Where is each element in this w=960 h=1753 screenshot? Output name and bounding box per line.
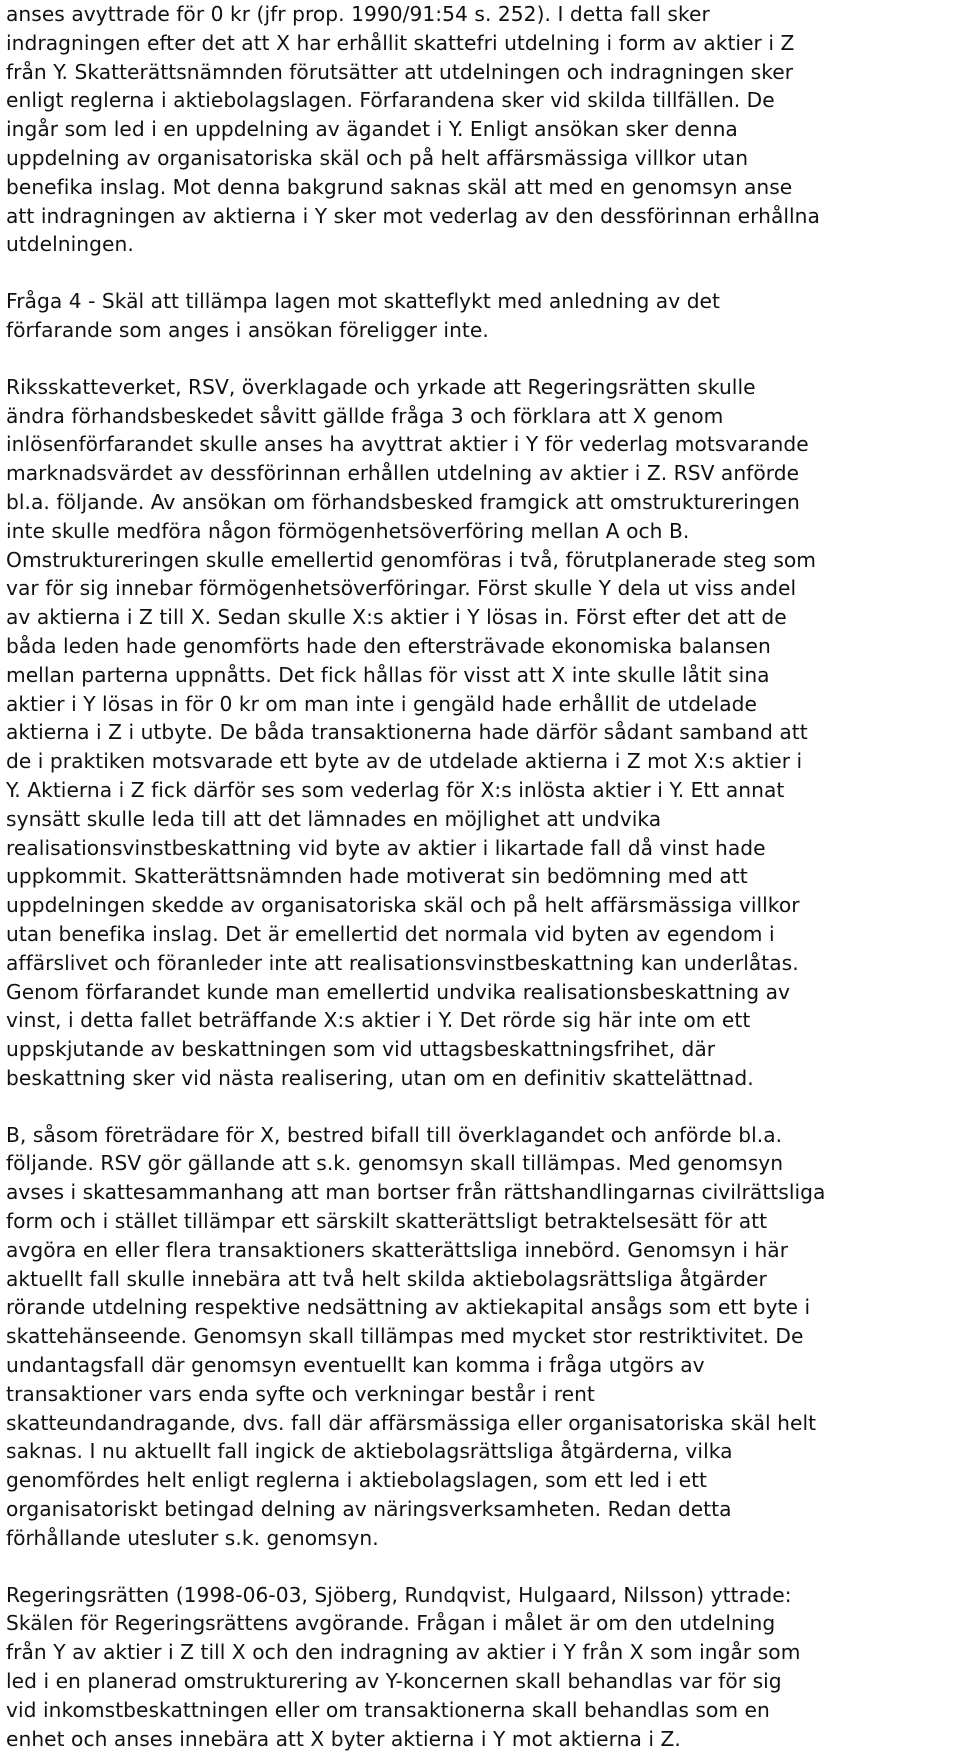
- text-line: rörande utdelning respektive nedsättning av aktiekapital ansågs som ett byte i: [6, 1295, 811, 1320]
- text-line: B, såsom företrädare för X, bestred bifall till överklagandet och anförde bl.a.: [6, 1122, 783, 1147]
- paragraph-gap: [6, 1553, 956, 1581]
- text-line: beskattning sker vid nästa realisering, utan om en definitiv skattelättnad.: [6, 1065, 754, 1090]
- text-line: ingår som led i en uppdelning av ägandet i Y. Enligt ansökan sker denna: [6, 117, 738, 142]
- text-line: form och i stället tillämpar ett särskilt skatterättsligt betraktelsesätt för att: [6, 1209, 768, 1234]
- text-line: mellan parterna uppnåtts. Det fick hållas för visst att X inte skulle låtit sina: [6, 662, 770, 687]
- text-line: var för sig innebar förmögenhetsöverföringar. Först skulle Y dela ut viss andel: [6, 576, 797, 601]
- text-line: av aktierna i Z till X. Sedan skulle X:s aktier i Y lösas in. Först efter det att de: [6, 605, 787, 630]
- text-line: båda leden hade genomförts hade den eftersträvade ekonomiska balansen: [6, 633, 771, 658]
- text-line: aktuellt fall skulle innebära att två helt skilda aktiebolagsrättsliga åtgärder: [6, 1266, 767, 1291]
- text-line: aktierna i Z i utbyte. De båda transaktionerna hade därför sådant samband att: [6, 720, 808, 745]
- text-line: skattehänseende. Genomsyn skall tillämpas med mycket stor restriktivitet. De: [6, 1324, 804, 1349]
- text-line: följande. RSV gör gällande att s.k. genomsyn skall tillämpas. Med genomsyn: [6, 1151, 784, 1176]
- text-line: från Y av aktier i Z till X och den indragning av aktier i Y från X som ingår som: [6, 1640, 801, 1665]
- text-line: de i praktiken motsvarade ett byte av de utdelade aktierna i Z mot X:s aktier i: [6, 749, 803, 774]
- text-line: enhet och anses innebära att X byter aktierna i Y mot aktierna i Z.: [6, 1726, 681, 1751]
- paragraph-rsv-appeal: [6, 373, 956, 1093]
- paragraph-regeringsratten: [6, 1581, 956, 1753]
- paragraph-continuation: [6, 0, 956, 259]
- text-line: transaktioner vars enda syfte och verkningar består i rent: [6, 1381, 595, 1406]
- text-line: Y. Aktierna i Z fick därför ses som vederlag för X:s inlösta aktier i Y. Ett annat: [6, 777, 785, 802]
- text-line: undantagsfall där genomsyn eventuellt kan komma i fråga utgörs av: [6, 1353, 705, 1378]
- text-line: inte skulle medföra någon förmögenhetsöverföring mellan A och B.: [6, 518, 690, 543]
- text-line: led i en planerad omstrukturering av Y-koncernen skall behandlas var för sig: [6, 1669, 782, 1694]
- paragraph-question-4: [6, 287, 956, 345]
- text-line: organisatoriskt betingad delning av näringsverksamheten. Redan detta: [6, 1497, 732, 1522]
- text-line: utdelningen.: [6, 232, 134, 257]
- text-line: affärslivet och föranleder inte att realisationsvinstbeskattning kan underlåtas.: [6, 950, 799, 975]
- text-line: Riksskatteverket, RSV, överklagade och yrkade att Regeringsrätten skulle: [6, 374, 756, 399]
- text-line: från Y. Skatterättsnämnden förutsätter att utdelningen och indragningen sker: [6, 59, 794, 84]
- text-line: uppdelning av organisatoriska skäl och på helt affärsmässiga villkor utan: [6, 145, 749, 170]
- document-page: [6, 0, 956, 1753]
- text-line: indragningen efter det att X har erhållit skattefri utdelning i form av aktier i Z: [6, 30, 795, 55]
- text-line: vid inkomstbeskattningen eller om transaktionerna skall behandlas som en: [6, 1697, 770, 1722]
- paragraph-gap: [6, 1093, 956, 1121]
- text-line: uppdelningen skedde av organisatoriska skäl och på helt affärsmässiga villkor: [6, 893, 800, 918]
- text-line: uppkommit. Skatterättsnämnden hade motiverat sin bedömning med att: [6, 864, 748, 889]
- text-line: avses i skattesammanhang att man bortser från rättshandlingarnas civilrättsliga: [6, 1180, 826, 1205]
- text-line: anses avyttrade för 0 kr (jfr prop. 1990/91:54 s. 252). I detta fall sker: [6, 2, 710, 26]
- text-line: uppskjutande av beskattningen som vid uttagsbeskattningsfrihet, där: [6, 1037, 716, 1062]
- text-line: bl.a. följande. Av ansökan om förhandsbesked framgick att omstruktureringen: [6, 489, 800, 514]
- text-line: förfarande som anges i ansökan föreligger inte.: [6, 317, 489, 342]
- text-line: vinst, i detta fallet beträffande X:s aktier i Y. Det rörde sig här inte om ett: [6, 1008, 751, 1033]
- text-line: skatteundandragande, dvs. fall där affärsmässiga eller organisatoriska skäl helt: [6, 1410, 817, 1435]
- text-line: marknadsvärdet av dessförinnan erhållen utdelning av aktier i Z. RSV anförde: [6, 461, 800, 486]
- text-line: Genom förfarandet kunde man emellertid undvika realisationsbeskattning av: [6, 979, 791, 1004]
- text-line: ändra förhandsbeskedet såvitt gällde fråga 3 och förklara att X genom: [6, 403, 724, 428]
- text-line: förhållande utesluter s.k. genomsyn.: [6, 1525, 379, 1550]
- text-line: enligt reglerna i aktiebolagslagen. Förfarandena sker vid skilda tillfällen. De: [6, 88, 775, 113]
- paragraph-gap: [6, 259, 956, 287]
- text-line: inlösenförfarandet skulle anses ha avyttrat aktier i Y för vederlag motsvarande: [6, 432, 809, 457]
- text-line: att indragningen av aktierna i Y sker mot vederlag av den dessförinnan erhållna: [6, 203, 820, 228]
- paragraph-b-response: [6, 1121, 956, 1553]
- text-line: utan benefika inslag. Det är emellertid det normala vid byten av egendom i: [6, 921, 775, 946]
- text-line: saknas. I nu aktuellt fall ingick de aktiebolagsrättsliga åtgärderna, vilka: [6, 1439, 733, 1464]
- text-line: Regeringsrätten (1998-06-03, Sjöberg, Rundqvist, Hulgaard, Nilsson) yttrade:: [6, 1582, 792, 1607]
- paragraph-gap: [6, 345, 956, 373]
- text-line: Skälen för Regeringsrättens avgörande. Frågan i målet är om den utdelning: [6, 1611, 776, 1636]
- text-line: genomfördes helt enligt reglerna i aktiebolagslagen, som ett led i ett: [6, 1468, 708, 1493]
- text-line: realisationsvinstbeskattning vid byte av aktier i likartade fall då vinst hade: [6, 835, 766, 860]
- text-line: synsätt skulle leda till att det lämnades en möjlighet att undvika: [6, 806, 662, 831]
- text-line: avgöra en eller flera transaktioners skatterättsliga innebörd. Genomsyn i här: [6, 1237, 789, 1262]
- text-line: Omstruktureringen skulle emellertid genomföras i två, förutplanerade steg som: [6, 547, 817, 572]
- text-line: aktier i Y lösas in för 0 kr om man inte i gengäld hade erhållit de utdelade: [6, 691, 757, 716]
- text-line: Fråga 4 - Skäl att tillämpa lagen mot skatteflykt med anledning av det: [6, 289, 720, 314]
- text-line: benefika inslag. Mot denna bakgrund saknas skäl att med en genomsyn anse: [6, 174, 793, 199]
